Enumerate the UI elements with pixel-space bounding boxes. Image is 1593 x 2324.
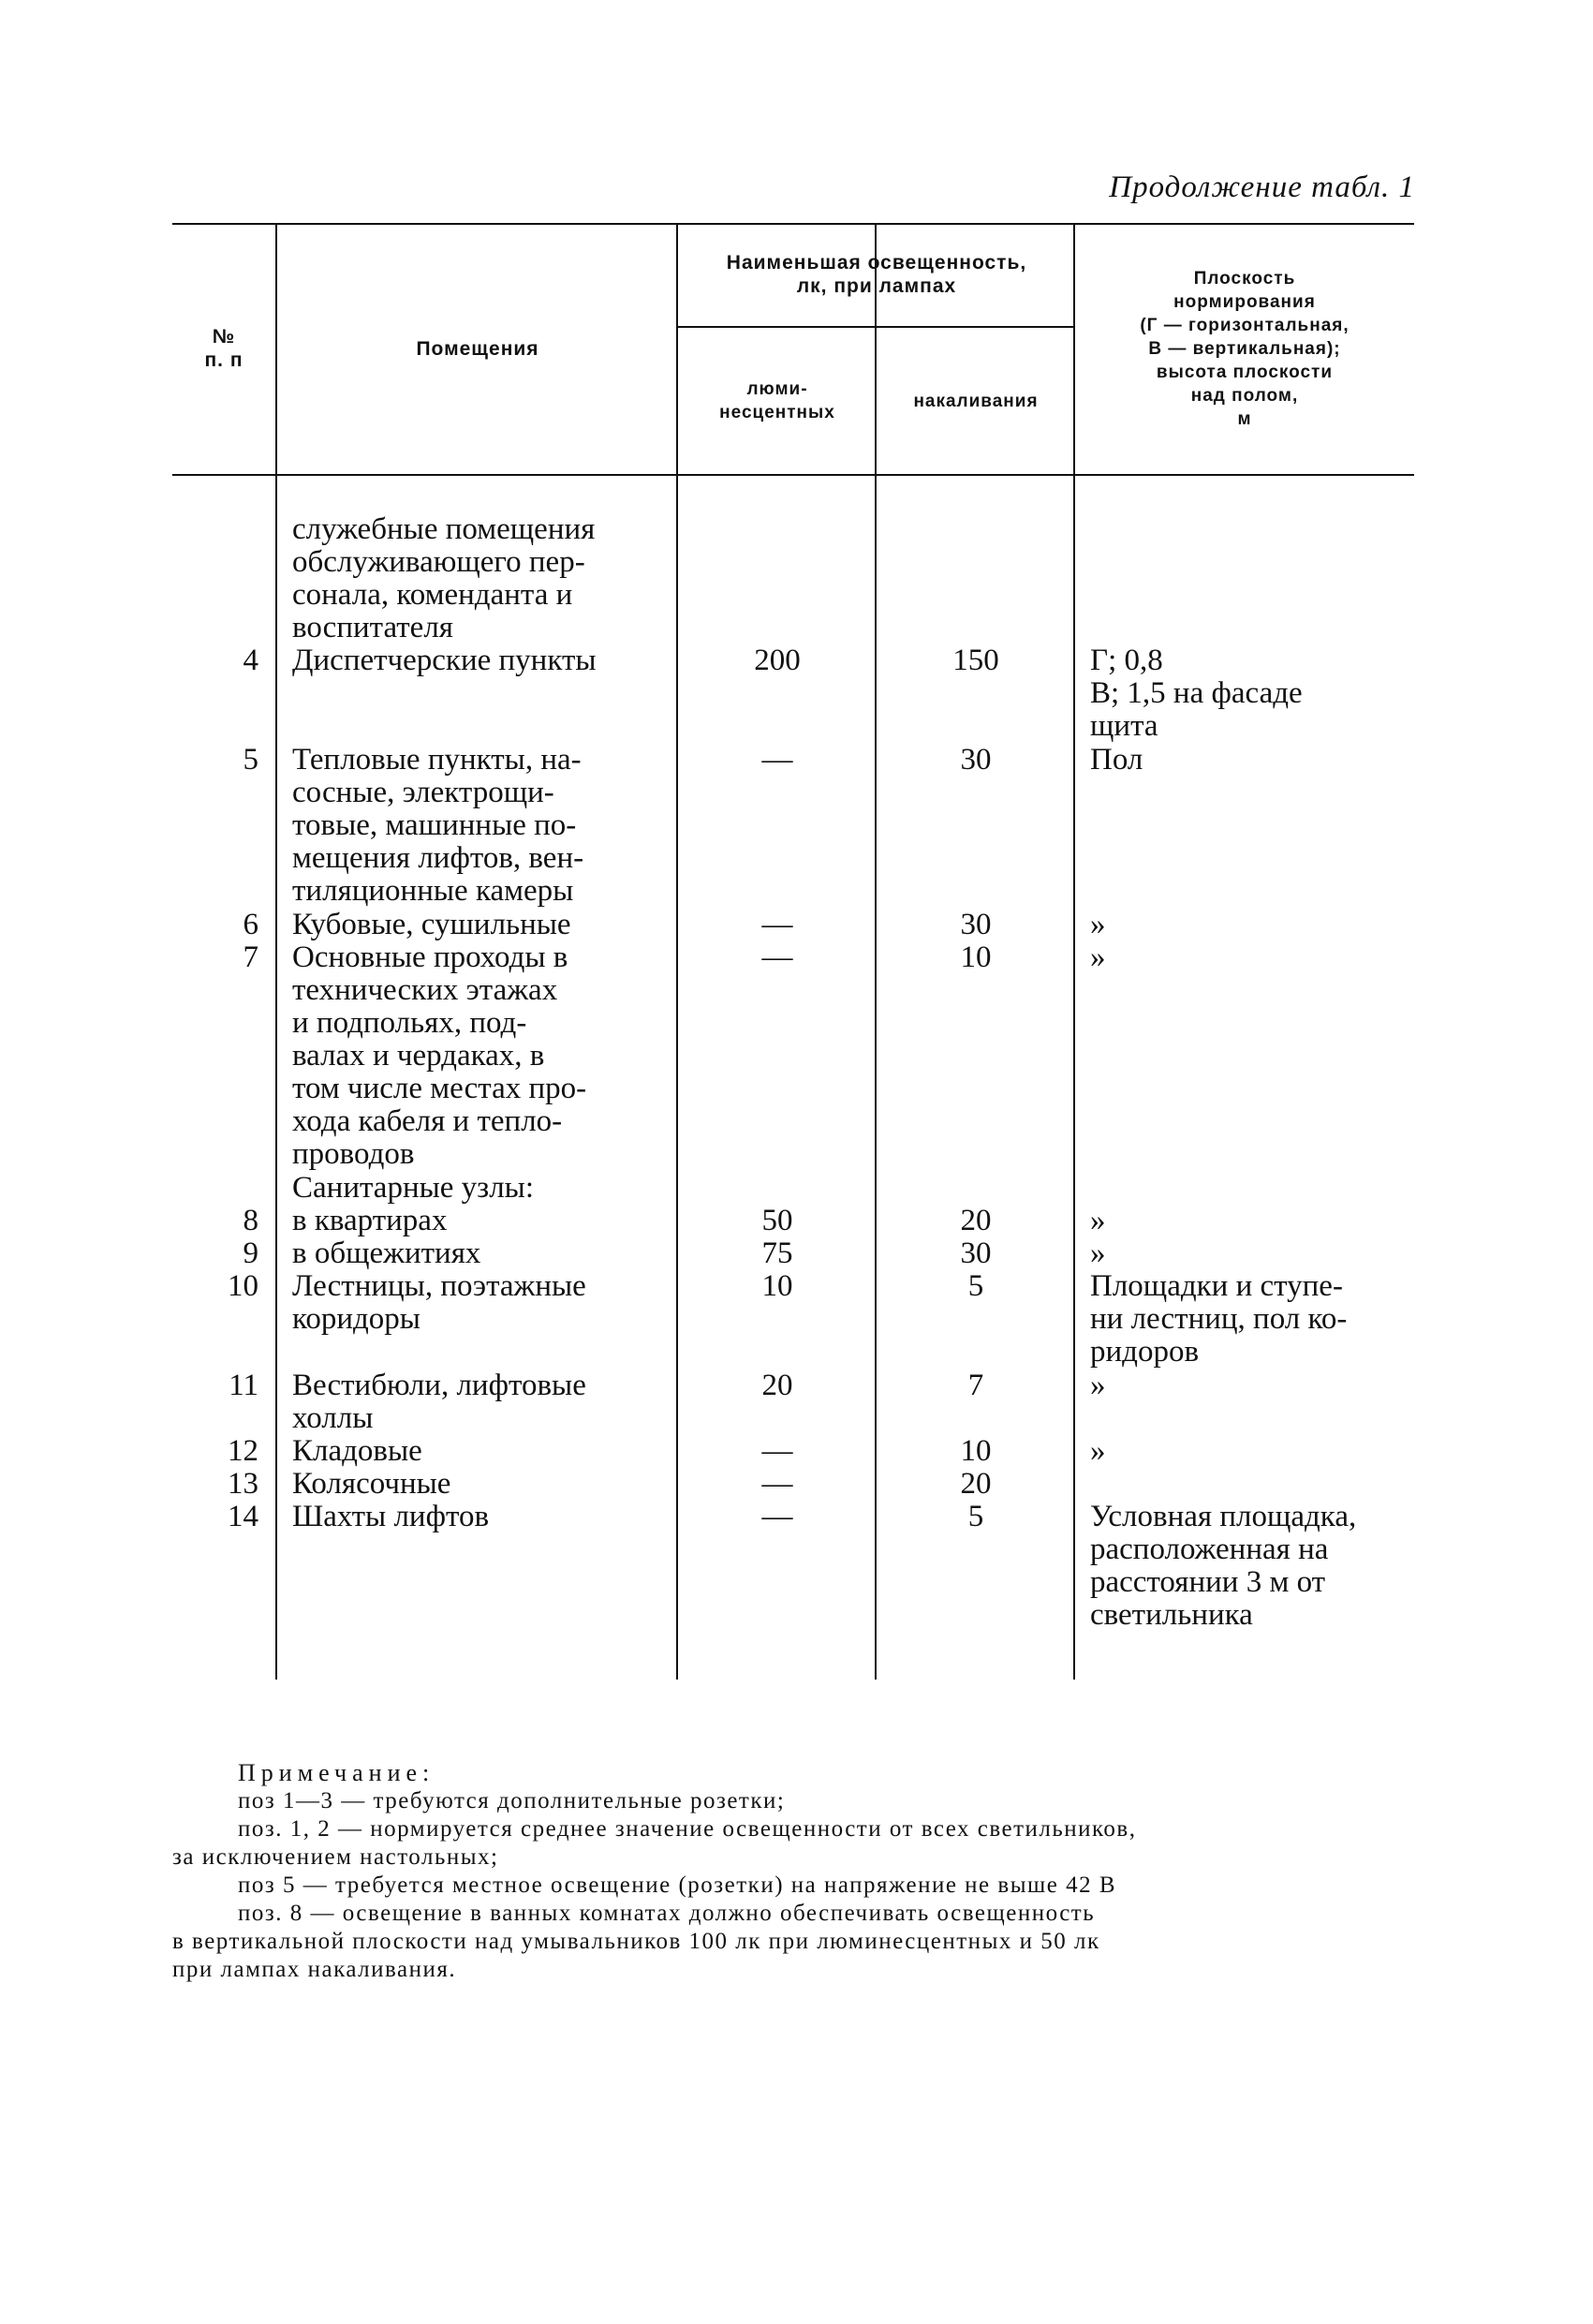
room-cell: в общежитиях — [292, 1236, 481, 1270]
header-incandescent-label: накаливания — [913, 391, 1039, 411]
incandescent-value-cell: 10 — [960, 1434, 992, 1468]
room-cell: Лестницы, поэтажные коридоры — [292, 1269, 586, 1336]
table-row — [172, 1270, 1414, 1369]
fluorescent-value-cell: — — [761, 743, 793, 777]
header-min-illuminance-label: Наименьшая освещенность, лк, при лампах — [726, 252, 1027, 297]
incandescent-value-cell: 30 — [960, 743, 992, 777]
row-number-cell: 4 — [243, 644, 258, 677]
table-row — [172, 1205, 1414, 1237]
norm-plane-cell: Г; 0,8 В; 1,5 на фасаде щита — [1090, 644, 1303, 743]
row-number-cell: 8 — [243, 1204, 258, 1237]
norm-plane-cell: » — [1090, 1236, 1106, 1270]
header-norm-plane-label: Плоскость нормирования (Г — горизонтальная, В — вертикальная); высота плоскости над полом, м — [1140, 268, 1350, 429]
incandescent-value-cell: 150 — [952, 644, 999, 677]
table-row — [172, 744, 1414, 909]
header-rooms — [277, 223, 678, 474]
table-body — [172, 513, 1414, 1641]
norm-plane-cell: » — [1090, 1434, 1106, 1468]
lighting-norms-table — [172, 223, 1414, 1680]
header-bottom-rule — [172, 474, 1414, 476]
table-row — [172, 1501, 1414, 1641]
table-row — [172, 513, 1414, 644]
fluorescent-value-cell: 75 — [761, 1236, 793, 1270]
norm-plane-cell: » — [1090, 1204, 1106, 1237]
table-row — [172, 644, 1414, 744]
room-cell: Тепловые пункты, на- сосные, электрощи- товые, машинные по- мещения лифтов, вен- тиляционные камеры — [292, 743, 584, 908]
room-cell: в квартирах — [292, 1204, 448, 1237]
norm-plane-cell: » — [1090, 940, 1106, 974]
room-group-heading-cell: Санитарные узлы: — [292, 1171, 535, 1205]
room-cell: Диспетчерские пункты — [292, 644, 597, 677]
fluorescent-value-cell: 10 — [761, 1269, 793, 1303]
norm-plane-cell: Пол — [1090, 743, 1143, 777]
table-row — [172, 1369, 1414, 1435]
room-cell: Колясочные — [292, 1467, 451, 1501]
fluorescent-value-cell: — — [761, 1500, 793, 1533]
incandescent-value-cell: 30 — [960, 1236, 992, 1270]
header-rooms-label: Помещения — [416, 337, 539, 360]
incandescent-value-cell: 5 — [967, 1269, 984, 1303]
row-number-cell: 9 — [243, 1236, 258, 1270]
row-number-cell: 13 — [228, 1467, 258, 1501]
row-number-cell: 5 — [243, 743, 258, 777]
table-continuation-caption: Продолжение табл. 1 — [1109, 170, 1415, 204]
note-line: поз. 1, 2 — нормируется среднее значение освещенности от всех светильников, за исключением настольных; — [172, 1816, 1137, 1870]
room-cell: Кубовые, сушильные — [292, 908, 571, 941]
row-number-cell: 10 — [228, 1269, 258, 1303]
header-row-number-label: № п. п — [204, 326, 243, 371]
room-cell: Вестибюли, лифтовые холлы — [292, 1369, 586, 1435]
incandescent-value-cell: 20 — [960, 1467, 992, 1501]
norm-plane-cell: Условная площадка, расположенная на расстоянии 3 м от светильника — [1090, 1500, 1357, 1632]
table-row — [172, 941, 1414, 1172]
norm-plane-cell: » — [1090, 1369, 1106, 1402]
table-row — [172, 909, 1414, 941]
row-number-cell: 6 — [243, 908, 258, 941]
norm-plane-cell: » — [1090, 908, 1106, 941]
header-min-illuminance — [678, 223, 1075, 326]
note-line: поз. 8 — освещение в ванных комнатах должно обеспечивать освещенность в вертикальной плоскости над умывальников 100 лк при люминесцентных и 50 лк при лампах накаливания. — [172, 1901, 1100, 1982]
fluorescent-value-cell: — — [761, 1467, 793, 1501]
row-number-cell: 14 — [228, 1500, 258, 1533]
incandescent-value-cell: 5 — [967, 1500, 984, 1533]
room-cell: Основные проходы в технических этажах и подпольях, под- валах и чердаках, в том числе местах про- хода кабеля и тепло- проводов — [292, 940, 587, 1171]
row-number-cell: 12 — [228, 1434, 258, 1468]
table-row — [172, 1468, 1414, 1501]
note-line: поз 5 — требуется местное освещение (розетки) на напряжение не выше 42 В — [238, 1873, 1117, 1898]
fluorescent-value-cell: — — [761, 908, 793, 941]
fluorescent-value-cell: — — [761, 1434, 793, 1468]
norm-plane-cell: Площадки и ступе- ни лестниц, пол ко- ридоров — [1090, 1269, 1348, 1369]
room-cell: служебные помещения обслуживающего пер- сонала, коменданта и воспитателя — [292, 512, 596, 644]
table-row — [172, 1172, 1414, 1205]
room-cell: Кладовые — [292, 1434, 422, 1468]
header-row-number — [172, 223, 275, 474]
incandescent-value-cell: 20 — [960, 1204, 992, 1237]
incandescent-value-cell: 30 — [960, 908, 992, 941]
header-fluorescent-label: люми- несцентных — [719, 379, 835, 422]
fluorescent-value-cell: 20 — [761, 1369, 793, 1402]
row-number-cell: 7 — [243, 940, 258, 974]
fluorescent-value-cell: 200 — [754, 644, 801, 677]
notes-title: Примечание: — [238, 1759, 435, 1786]
incandescent-value-cell: 7 — [967, 1369, 984, 1402]
notes-section — [172, 1758, 1414, 1984]
table-row — [172, 1237, 1414, 1270]
fluorescent-value-cell: 50 — [761, 1204, 793, 1237]
incandescent-value-cell: 10 — [960, 940, 992, 974]
header-norm-plane — [1075, 223, 1414, 474]
table-row — [172, 1435, 1414, 1468]
room-cell: Шахты лифтов — [292, 1500, 490, 1533]
row-number-cell: 11 — [229, 1369, 258, 1402]
note-line: поз 1—3 — требуются дополнительные розетки; — [238, 1788, 786, 1813]
header-incandescent — [877, 328, 1075, 474]
fluorescent-value-cell: — — [761, 940, 793, 974]
header-fluorescent — [678, 328, 877, 474]
